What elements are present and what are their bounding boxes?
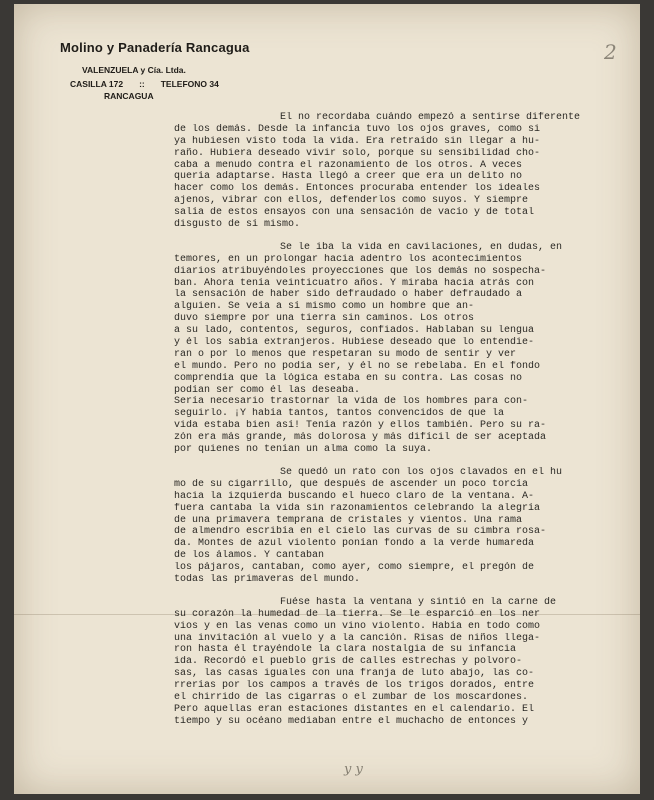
letterhead-company: Molino y Panadería Rancagua bbox=[60, 40, 250, 55]
text-line: sas, las casas iguales con una franja de luto abajo, las co- bbox=[174, 668, 535, 680]
text-line: caba a menudo contra el razonamiento de los otros. A veces bbox=[174, 159, 523, 171]
text-line: los pájaros, cantaban, como ayer, como siempre, el pregón de bbox=[174, 562, 535, 574]
text-line: hacia la izquierda buscando el hueco claro de la ventana. A- bbox=[174, 490, 535, 502]
text-line: disgusto de sí mismo. bbox=[174, 219, 301, 231]
letterhead-contact bbox=[70, 79, 250, 89]
letterhead bbox=[60, 40, 250, 101]
text-line: Fuése hasta la ventana y sintió en la carne de bbox=[280, 596, 557, 608]
text-line: el chirrido de las cigarras o el zumbar de los moscardones. bbox=[174, 691, 529, 703]
text-line: Pero aquellas eran estaciones distantes en el calendario. El bbox=[174, 703, 535, 715]
text-line: quería adaptarse. Hasta llegó a creer que era un delito no bbox=[174, 171, 523, 183]
text-line: comprendía que la lógica estaba en su contra. Las cosas no bbox=[174, 372, 523, 384]
text-line: seguirlo. ¡Y había tantos, tantos convencidos de que la bbox=[174, 408, 505, 420]
text-line: ajenos, vibrar con ellos, defenderlos como suyos. Y siempre bbox=[174, 195, 529, 207]
text-line: raño. Hubiera deseado vivir solo, porque su sensibilidad cho- bbox=[174, 147, 541, 159]
letterhead-separator: :: bbox=[139, 79, 145, 89]
text-line: de almendro escribía en el cielo las curvas de su cimbra rosa- bbox=[174, 526, 547, 538]
text-line: la sensación de haber sido defraudado o haber defraudado a bbox=[174, 289, 523, 301]
text-line: Él no recordaba cuándo empezó a sentirse diferente bbox=[280, 112, 581, 123]
typewritten-page bbox=[14, 4, 640, 794]
letterhead-telefono: TELEFONO 34 bbox=[160, 79, 219, 89]
body-text bbox=[174, 112, 634, 739]
text-line: temores, en un prolongar hacia adentro los acontecimientos bbox=[174, 253, 523, 265]
text-line: hacer como los demás. Entonces procuraba entender los ideales bbox=[174, 183, 541, 195]
paragraph-1 bbox=[174, 112, 634, 231]
text-line: vios y en las venas como un vino violento. Había en todo como bbox=[174, 620, 541, 632]
text-line: ron hasta él trayéndole la clara nostalgia de su infancia bbox=[174, 644, 517, 656]
text-line: ban. Ahora tenía veinticuatro años. Y miraba hacia atrás con bbox=[174, 277, 535, 289]
letterhead-casilla: CASILLA 172 bbox=[70, 79, 124, 89]
text-line: de una primavera temprana de cristales y vientos. Una rama bbox=[174, 514, 523, 526]
paragraph-3 bbox=[174, 467, 634, 586]
paragraph-4 bbox=[174, 597, 634, 728]
text-line: Se quedó un rato con los ojos clavados en el hu bbox=[280, 466, 563, 478]
text-line: da. Montes de azul violento ponían fondo a la verde humareda bbox=[174, 538, 535, 550]
letterhead-owner: VALENZUELA y Cía. Ltda. bbox=[82, 65, 186, 75]
text-line: de los demás. Desde la infancia tuvo los ojos graves, como si bbox=[174, 123, 541, 135]
text-line: todas las primaveras del mundo. bbox=[174, 573, 361, 585]
text-line: zón era más grande, más dolorosa y más difícil de ser aceptada bbox=[174, 432, 547, 444]
text-line: mo de su cigarrillo, que después de ascender un poco torcía bbox=[174, 478, 529, 490]
text-line: vida estaba bien así! Tenía razón y ellos también. Pero su ra- bbox=[174, 420, 547, 432]
text-line: Sería necesario trastornar la vida de los hombres para con- bbox=[174, 396, 529, 408]
text-line: ida. Recordó el pueblo gris de calles estrechas y polvoro- bbox=[174, 656, 523, 668]
text-line: alguien. Se veía a sí mismo como un hombre que an- bbox=[174, 301, 475, 313]
text-line: de los álamos. Y cantaban bbox=[174, 550, 325, 562]
text-line: a su lado, contentos, seguros, confiados. Hablaban su lengua bbox=[174, 325, 535, 337]
letterhead-city: RANCAGUA bbox=[104, 91, 154, 101]
text-line: tiempo y su océano mediaban entre el muchacho de entonces y bbox=[174, 715, 529, 727]
text-line: el mundo. Pero no podía ser, y él no se rebelaba. En el fondo bbox=[174, 360, 541, 372]
text-line: y él los sabía extranjeros. Hubiese deseado que lo entendie- bbox=[174, 337, 535, 349]
text-line: salía de estos ensayos con una sensación de vacío y de total bbox=[174, 207, 535, 219]
text-line: una invitación al vuelo y a la canción. Risas de niños llega- bbox=[174, 632, 541, 644]
text-line: Se le iba la vida en cavilaciones, en dudas, en bbox=[280, 241, 563, 253]
text-line: duvo siempre por una tierra sin caminos. Los otros bbox=[174, 313, 475, 325]
text-line: ran o por lo menos que respetaran su modo de sentir y ver bbox=[174, 348, 517, 360]
text-line: ya hubiesen visto toda la vida. Era retraído sin llegar a hu- bbox=[174, 135, 541, 147]
handwritten-page-number: 2 bbox=[604, 40, 617, 64]
text-line: diarios atribuyéndoles proyecciones que los demás no sospecha- bbox=[174, 265, 547, 277]
paragraph-2 bbox=[174, 242, 634, 456]
handwritten-mark: y y bbox=[344, 762, 363, 777]
text-line: fuera cantaba la vida sin razonamientos celebrando la alegría bbox=[174, 502, 541, 514]
text-line: podían ser como él las deseaba. bbox=[174, 384, 361, 396]
text-line: por quienes no tenían un alma como la suya. bbox=[174, 444, 433, 456]
text-line: su corazón la humedad de la tierra. Se le esparció en los ner bbox=[174, 608, 541, 620]
text-line: rrerías por los campos a través de los trigos dorados, entre bbox=[174, 680, 535, 692]
